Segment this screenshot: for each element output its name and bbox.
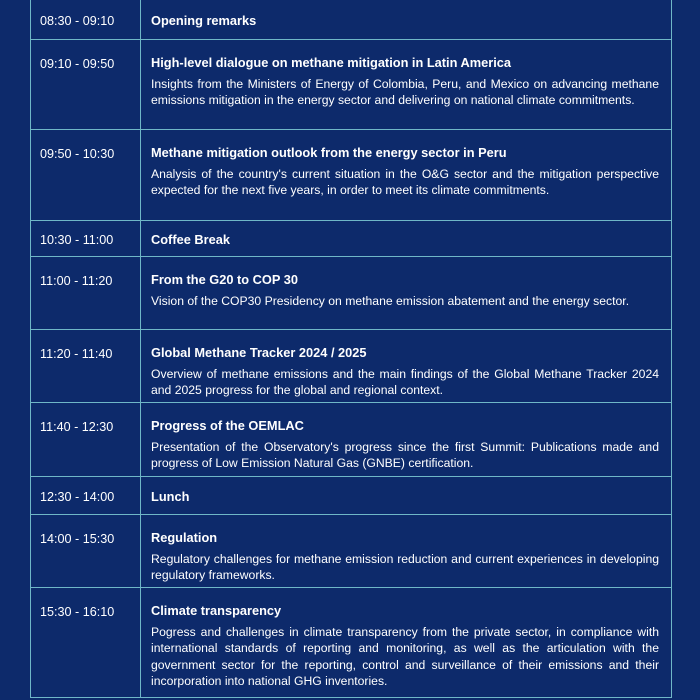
session-title: Climate transparency [151, 603, 282, 618]
agenda-row [31, 477, 671, 515]
session-description: Vision of the COP30 Presidency on methane emission abatement and the energy sector. [151, 294, 630, 308]
time-slot: 10:30 - 11:00 [31, 221, 141, 256]
session-content [141, 40, 671, 129]
agenda-row [31, 40, 671, 130]
agenda-row [31, 515, 671, 588]
agenda-table [30, 0, 672, 698]
session-title: Progress of the OEMLAC [151, 418, 304, 433]
session-content [141, 221, 671, 256]
session-title: Lunch [151, 489, 190, 504]
session-title: From the G20 to COP 30 [151, 272, 298, 287]
agenda-row [31, 0, 671, 40]
session-content [141, 515, 671, 587]
agenda-row [31, 257, 671, 330]
session-content [141, 330, 671, 402]
time-slot: 11:20 - 11:40 [31, 330, 141, 402]
time-slot: 09:10 - 09:50 [31, 40, 141, 129]
time-slot: 11:40 - 12:30 [31, 403, 141, 476]
time-slot: 12:30 - 14:00 [31, 477, 141, 514]
time-slot: 14:00 - 15:30 [31, 515, 141, 587]
session-content [141, 257, 671, 329]
session-description: Insights from the Ministers of Energy of Colombia, Peru, and Mexico on advancing methane emissions mitigation in the energy sector and delivering on national climate commitments. [151, 77, 659, 108]
session-description: Overview of methane emissions and the main findings of the Global Methane Tracker 2024 and 2025 progress for the global and regional context. [151, 367, 659, 398]
session-content [141, 0, 671, 39]
session-title: Regulation [151, 530, 218, 545]
session-content [141, 588, 671, 697]
agenda-row [31, 130, 671, 221]
session-description: Analysis of the country's current situation in the O&G sector and the mitigation perspective expected for the next five years, in order to meet its climate commitments. [151, 167, 659, 198]
agenda-row [31, 221, 671, 257]
session-description: Pogress and challenges in climate transparency from the private sector, in compliance with international standards of reporting and monitoring, as well as the articulation with the government sector for the reporting, control and surveillance of their emissions and their incorporation into national GHG inventories. [151, 625, 659, 689]
session-content [141, 477, 671, 514]
session-title: Opening remarks [151, 13, 257, 28]
session-content [141, 403, 671, 476]
session-description: Presentation of the Observatory's progress since the first Summit: Publications made and progress of Low Emission Natural Gas (GNBE) certification. [151, 440, 659, 471]
time-slot: 15:30 - 16:10 [31, 588, 141, 697]
session-content [141, 130, 671, 220]
session-title: Coffee Break [151, 232, 230, 247]
session-title: High-level dialogue on methane mitigation in Latin America [151, 55, 512, 70]
agenda-row [31, 330, 671, 403]
time-slot: 09:50 - 10:30 [31, 130, 141, 220]
agenda-row [31, 403, 671, 477]
session-title: Methane mitigation outlook from the energy sector in Peru [151, 145, 507, 160]
time-slot: 11:00 - 11:20 [31, 257, 141, 329]
agenda-row [31, 588, 671, 698]
time-slot: 08:30 - 09:10 [31, 0, 141, 39]
session-description: Regulatory challenges for methane emission reduction and current experiences in developing regulatory frameworks. [151, 552, 659, 583]
session-title: Global Methane Tracker 2024 / 2025 [151, 345, 367, 360]
